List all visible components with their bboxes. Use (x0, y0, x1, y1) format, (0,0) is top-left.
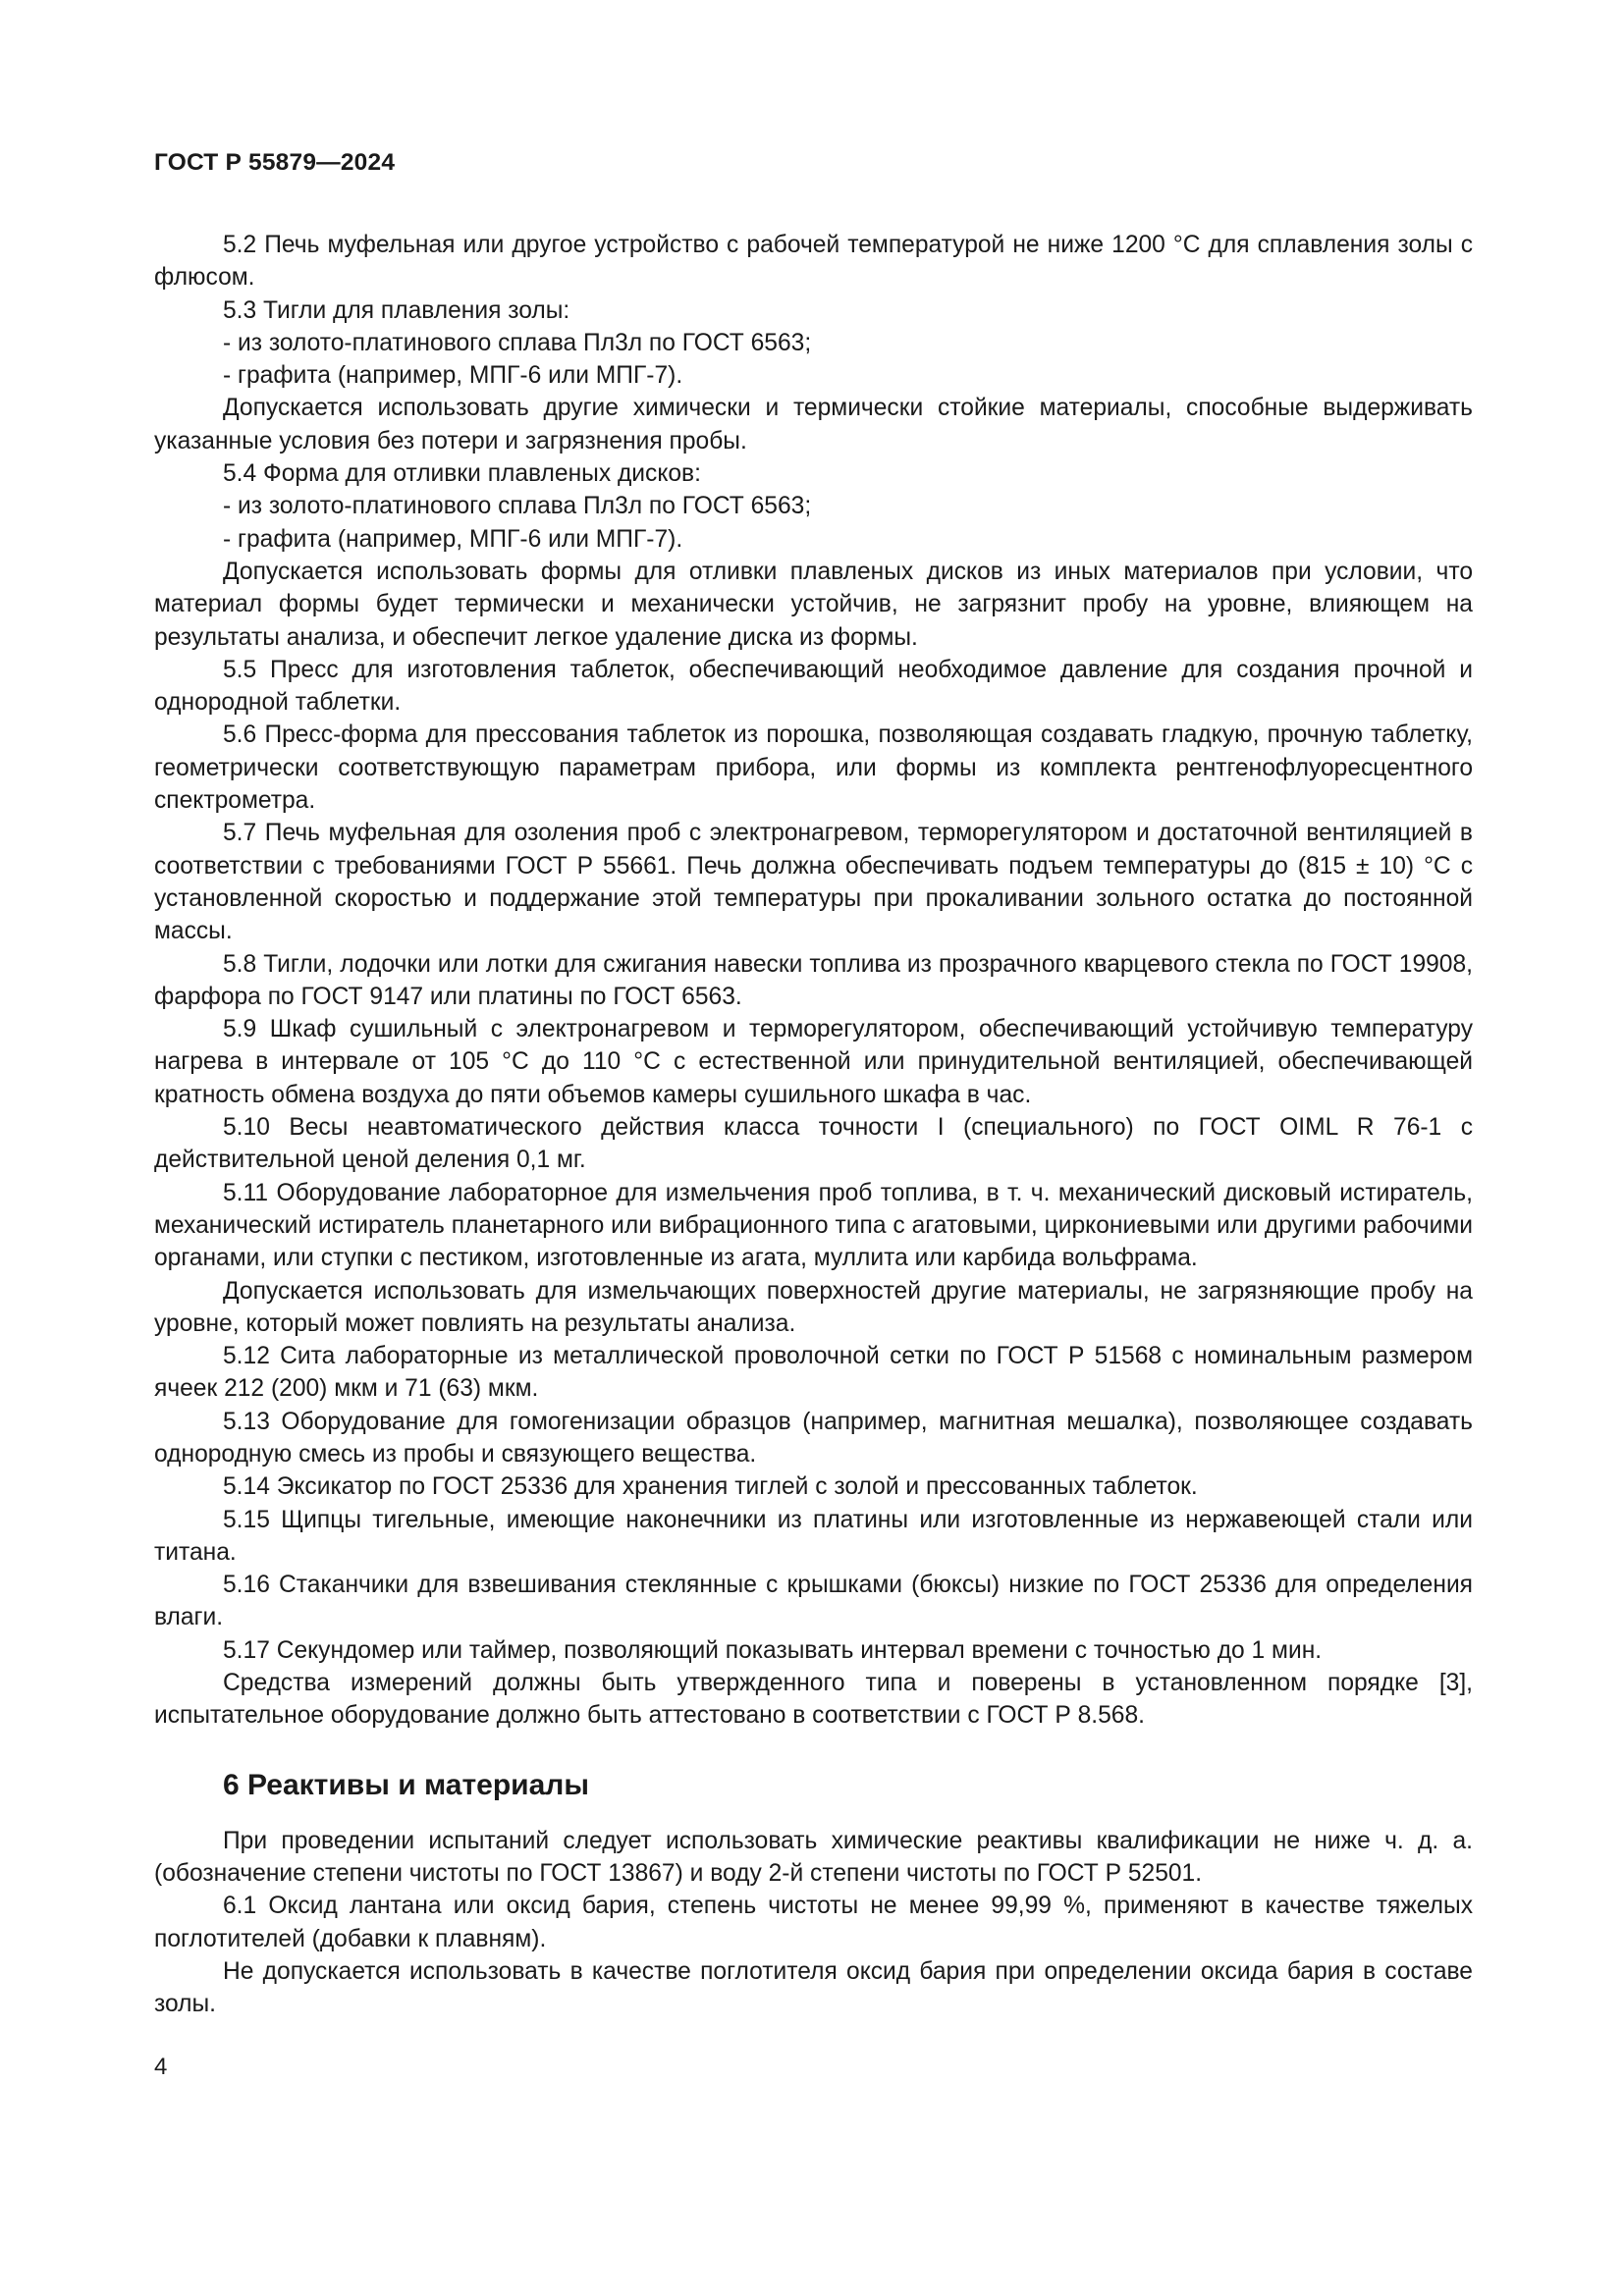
page-number: 4 (154, 2054, 168, 2080)
document-header: ГОСТ Р 55879—2024 (154, 149, 396, 176)
list-item: - графита (например, МПГ-6 или МПГ-7). (223, 525, 683, 553)
paragraph-note: Допускается использовать другие химически и термически стойкие материалы, способные выдерживать указанные условия без потери и загрязнения пробы. (154, 395, 1473, 454)
paragraph-5-2: 5.2 Печь муфельная или другое устройство с рабочей температурой не ниже 1200 °С для сплавления золы с флюсом. (154, 232, 1473, 292)
paragraph-5-5: 5.5 Пресс для изготовления таблеток, обеспечивающий необходимое давление для создания прочной и однородной таблетки. (154, 656, 1473, 717)
paragraph-5-9: 5.9 Шкаф сушильный с электронагревом и терморегулятором, обеспечивающий устойчивую температуру нагрева в интервале от 105 °С до 110 °С с естественной или принудительной вентиляцией, обеспечивающей кратность обмена воздуха до пяти объемов камеры сушильного шкафа в час. (154, 1016, 1473, 1108)
paragraph-5-12: 5.12 Сита лабораторные из металлической проволочной сетки по ГОСТ Р 51568 с номинальным размером ячеек 212 (200) мкм и 71 (63) мкм. (154, 1343, 1473, 1403)
paragraph-5-3: 5.3 Тигли для плавления золы: (223, 296, 570, 324)
paragraph-5-14: 5.14 Эксикатор по ГОСТ 25336 для хранения тиглей с золой и прессованных таблеток. (223, 1473, 1198, 1501)
paragraph-5-4: 5.4 Форма для отливки плавленых дисков: (223, 460, 701, 488)
paragraph-5-6: 5.6 Пресс-форма для прессования таблеток из порошка, позволяющая создавать гладкую, прочную таблетку, геометрически соответствующую параметрам прибора, или формы из комплекта рентгенофлуоресцентного спектрометра. (154, 721, 1473, 815)
paragraph-note: Допускается использовать формы для отливки плавленых дисков из иных материалов при условии, что материал формы будет термически и механически устойчив, не загрязнит пробу на уровне, влияющем на результаты анализа, и обеспечит легкое удаление диска из формы. (154, 558, 1473, 651)
paragraph-6-1: 6.1 Оксид лантана или оксид бария, степень чистоты не менее 99,99 %, применяют в качестве тяжелых поглотителей (добавки к плавням). (154, 1893, 1473, 1952)
paragraph-5-16: 5.16 Стаканчики для взвешивания стеклянные с крышками (бюксы) низкие по ГОСТ 25336 для определения влаги. (154, 1572, 1473, 1631)
document-body (154, 229, 1473, 2020)
paragraph-5-15: 5.15 Щипцы тигельные, имеющие наконечники из платины или изготовленные из нержавеющей стали или титана. (154, 1506, 1473, 1566)
paragraph-5-7: 5.7 Печь муфельная для озоления проб с электронагревом, терморегулятором и достаточной вентиляцией в соответствии с требованиями ГОСТ Р 55661. Печь должна обеспечивать подъем температуры до (815 ± 10) °С с установленной скоростью и поддержание этой температуры при прокаливании зольного остатка до постоянной массы. (154, 820, 1473, 945)
list-item: - из золото-платинового сплава Пл3л по ГОСТ 6563; (223, 493, 812, 520)
paragraph-5-10: 5.10 Весы неавтоматического действия класса точности I (специального) по ГОСТ OIML R 76-1 с действительной ценой деления 0,1 мг. (154, 1114, 1473, 1174)
section-6-title: 6 Реактивы и материалы (223, 1768, 589, 1801)
paragraph-6-intro: При проведении испытаний следует использовать химические реактивы квалификации не ниже ч. д. а. (обозначение степени чистоты по ГОСТ 13867) и воду 2-й степени чистоты по ГОСТ Р 52501. (154, 1827, 1473, 1887)
paragraph-5-8: 5.8 Тигли, лодочки или лотки для сжигания навески топлива из прозрачного кварцевого стекла по ГОСТ 19908, фарфора по ГОСТ 9147 или платины по ГОСТ 6563. (154, 950, 1473, 1010)
paragraph-note: Средства измерений должны быть утвержденного типа и поверены в установленном порядке [3], испытательное оборудование должно быть аттестовано в соответствии с ГОСТ Р 8.568. (154, 1670, 1473, 1730)
list-item: - из золото-платинового сплава Пл3л по ГОСТ 6563; (223, 329, 812, 356)
list-item: - графита (например, МПГ-6 или МПГ-7). (223, 362, 683, 390)
paragraph-5-11: 5.11 Оборудование лабораторное для измельчения проб топлива, в т. ч. механический дисковый истиратель, механический истиратель планетарного или вибрационного типа с агатовыми, циркониевыми или другими рабочими органами, или ступки с пестиком, изготовленные из агата, муллита или карбида вольфрама. (154, 1179, 1473, 1272)
paragraph-note: Не допускается использовать в качестве поглотителя оксид бария при определении оксида бария в составе золы. (154, 1957, 1473, 2018)
paragraph-note: Допускается использовать для измельчающих поверхностей другие материалы, не загрязняющие пробу на уровне, который может повлиять на результаты анализа. (154, 1277, 1473, 1337)
paragraph-5-13: 5.13 Оборудование для гомогенизации образцов (например, магнитная мешалка), позволяющее создавать однородную смесь из пробы и связующего вещества. (154, 1408, 1473, 1468)
paragraph-5-17: 5.17 Секундомер или таймер, позволяющий показывать интервал времени с точностью до 1 мин. (223, 1636, 1323, 1664)
